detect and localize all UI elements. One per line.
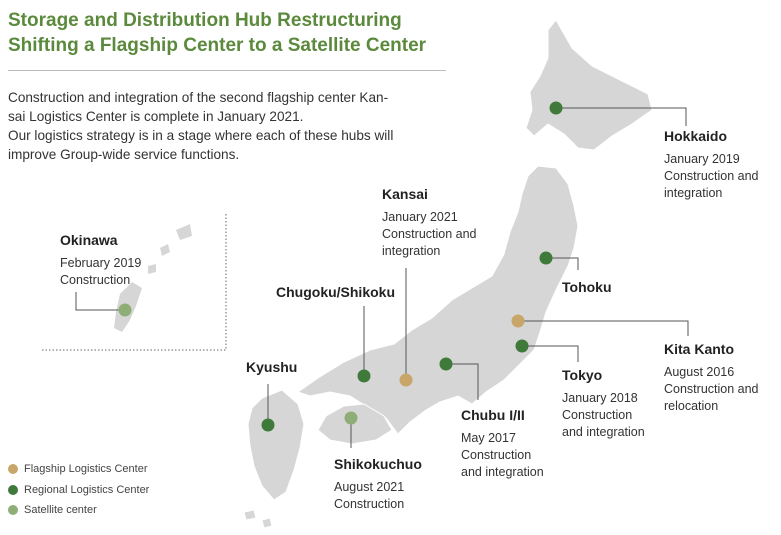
label-okinawa [60,232,141,289]
marker-shikokuchuo [345,412,358,425]
chubu-name: Chubu I/II [461,407,525,423]
map-landmass [244,20,652,528]
intro-line-1: Construction and integration of the second flagship center Kan- [8,90,389,105]
label-shikokuchuo [334,456,422,513]
hokkaido-date: January 2019 [664,152,740,166]
chubu-desc-1: Construction [461,448,532,462]
legend-item-regional [8,480,149,501]
shikokuchuo-date: August 2021 [334,480,405,494]
kansai-desc-2: integration [382,244,441,258]
tokyo-desc-1: Construction [562,408,633,422]
legend-flagship-dot-icon [8,464,18,474]
okinawa-isle-1 [176,224,192,240]
okinawa-isle-2 [160,244,170,256]
kita-kanto-desc-1: Construction and [664,382,759,396]
intro-line-2: sai Logistics Center is complete in January 2021. [8,109,304,124]
marker-kita-kanto [512,315,525,328]
label-chugoku-shikoku [276,284,395,307]
marker-kansai [400,374,413,387]
kansai-date: January 2021 [382,210,458,224]
label-chubu [461,407,544,481]
marker-okinawa [119,304,132,317]
hokkaido-island [526,20,652,150]
label-kita-kanto [664,341,759,415]
hokkaido-desc-1: Construction and [664,169,759,183]
kita-kanto-name: Kita Kanto [664,341,734,357]
marker-tohoku [540,252,553,265]
hokkaido-desc-2: integration [664,186,723,200]
kita-kanto-desc-2: relocation [664,399,719,413]
kansai-desc-1: Construction and [382,227,477,241]
tokyo-desc-2: and integration [562,425,645,439]
intro-line-3: Our logistics strategy is in a stage where each of these hubs will [8,128,394,143]
title-line-2: Shifting a Flagship Center to a Satellite Center [8,35,427,56]
shikokuchuo-name: Shikokuchuo [334,456,422,472]
label-tohoku [562,279,612,302]
okinawa-isle-3 [148,264,156,274]
chubu-date: May 2017 [461,431,516,445]
legend-item-flagship [8,459,149,480]
marker-kyushu [262,419,275,432]
chugoku-name: Chugoku/Shikoku [276,284,395,300]
shikokuchuo-desc-1: Construction [334,497,405,511]
title-line-1: Storage and Distribution Hub Restructuring [8,10,402,31]
label-kyushu [246,359,297,382]
tohoku-name: Tohoku [562,279,612,295]
marker-tokyo [516,340,529,353]
southern-isle-2 [262,518,272,528]
legend-regional-label: Regional Logistics Center [24,483,150,496]
kansai-name: Kansai [382,186,428,202]
leader-kita-kanto [518,321,688,336]
chubu-desc-2: and integration [461,465,544,479]
okinawa-desc-1: Construction [60,273,131,287]
label-tokyo [562,367,645,441]
label-hokkaido [664,128,759,202]
kyushu-name: Kyushu [246,359,298,375]
kita-kanto-date: August 2016 [664,365,735,379]
marker-chugoku [358,370,371,383]
marker-chubu [440,358,453,371]
intro-line-4: improve Group-wide service functions. [8,147,240,162]
legend-satellite-dot-icon [8,505,18,515]
marker-hokkaido [550,102,563,115]
hokkaido-name: Hokkaido [664,128,728,144]
tokyo-date: January 2018 [562,391,638,405]
legend-regional-dot-icon [8,485,18,495]
legend-satellite-label: Satellite center [24,504,97,517]
legend-item-satellite [8,500,149,521]
kyushu-island [248,390,304,500]
okinawa-name: Okinawa [60,232,118,248]
southern-isle-1 [244,510,256,520]
legend-flagship-label: Flagship Logistics Center [24,463,148,476]
label-kansai [382,186,477,260]
tokyo-name: Tokyo [562,367,603,383]
okinawa-date: February 2019 [60,256,142,270]
map-legend [8,459,149,521]
